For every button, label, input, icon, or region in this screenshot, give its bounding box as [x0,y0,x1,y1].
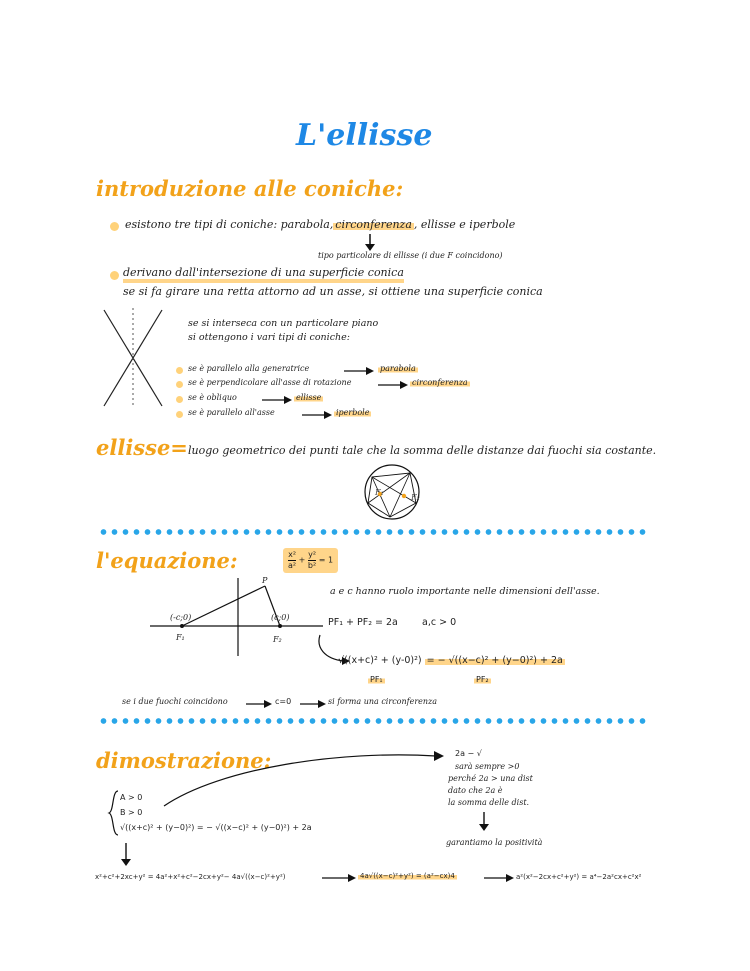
demo-note-3: dato che 2a è [448,786,503,795]
case-left: se è obliquo [188,393,237,402]
left-focus-coord: (-c;0) [170,613,192,622]
arrow-right-icon [262,395,292,405]
pf2-label: PF₂ [476,675,489,684]
demo-note-1: sarà sempre >0 [455,762,520,771]
arrow-down-icon [364,234,376,252]
pf1-label: PF₁ [370,675,383,684]
system-line-1: A > 0 [120,793,143,802]
intersection-line-1: se si interseca con un particolare piano [188,318,379,329]
bullet-dot [110,222,119,231]
arrow-down-icon [120,843,132,867]
ellisse-definition-term: ellisse= [96,435,188,460]
dotted-divider [98,717,648,725]
coincide-b: c=0 [275,697,292,706]
equation-note: a e c hanno ruolo importante nelle dimensioni dell'asse. [330,586,600,597]
arrow-down-icon [478,812,490,832]
intro-bullet-2: derivano dall'intersezione di una superficie conica [123,266,404,279]
case-left: se è perpendicolare all'asse di rotazione [188,378,352,387]
coincide-c: si forma una circonferenza [328,697,438,706]
bullet-dot [176,396,183,403]
cone-sketch [100,308,170,408]
f1-axis-label: F₁ [176,633,185,642]
page-title: L'ellisse [296,118,433,153]
demo-guarantee: garantiamo la positività [446,838,543,847]
positivity-condition: a,c > 0 [422,617,457,628]
case-right: ellisse [296,393,322,402]
demo-top-expr: 2a − √ [455,749,482,758]
arrow-right-icon [302,410,332,420]
curved-arrow-icon [160,748,450,808]
point-p-label: P [262,576,268,585]
intro-bullet-1: esistono tre tipi di coniche: parabola, circonferenza , ellisse e iperbole [125,218,516,231]
f2-axis-label: F₂ [273,635,282,644]
focal-sum: PF₁ + PF₂ = 2a [328,617,398,628]
ellipse-formula: $\frac{\text{x²}}{\text{a²}}$ + $\frac{\text{y²}}{\text{b²}}$ = 1 [283,548,338,573]
intro-bullet-2-detail: se si fa girare una retta attorno ad un asse, si ottiene una superficie conica [123,285,543,298]
system-line-2: B > 0 [120,808,143,817]
intro-heading: introduzione alle coniche: [96,176,404,201]
arrow-right-icon [246,699,272,709]
bullet-dot [110,271,119,280]
final-equation-a: x²+c²+2xc+y² = 4a²+x²+c²−2cx+y²− 4a√((x−c)²+y²) [95,873,286,881]
case-right: circonferenza [412,378,468,387]
circonferenza-note: tipo particolare di ellisse (i due F coincidono) [318,251,503,260]
demo-note-4: la somma delle dist. [448,798,530,807]
coincide-a: se i due fuochi coincidono [122,697,228,706]
final-equation-c: a²(x²−2cx+c²+y²) = a⁴−2a²cx+c²x² [516,873,642,881]
demo-heading: dimostrazione: [96,748,272,773]
arrow-right-icon [344,366,374,376]
arrow-right-icon [378,380,408,390]
case-right: iperbole [336,408,370,417]
arrow-right-icon [322,873,356,883]
right-focus-coord: (c;0) [271,613,290,622]
arrow-right-icon [300,699,326,709]
ellisse-definition-text: luogo geometrico dei punti tale che la somma delle distanze dai fuochi sia costante. [188,444,657,457]
distance-expression: √((x+c)² + (y-0)²) = − √((x−c)² + (y−0)²) + 2a [338,655,563,666]
focus-f2-label: F₂ [411,493,420,502]
bullet-dot [176,411,183,418]
bullet-dot [176,367,183,374]
demo-note-2: perché 2a > una dist [448,774,533,783]
final-equation-b: 4a√((x−c)²+y²) = (a²−cx)4 [360,872,455,880]
equation-heading: l'equazione: [96,548,238,573]
case-left: se è parallelo alla generatrice [188,364,310,373]
focus-f1-label: F₁ [375,488,384,497]
system-line-3: √((x+c)² + (y−0)²) = − √((x−c)² + (y−0)²) + 2a [120,823,312,832]
case-right: parabola [380,364,416,373]
dotted-divider [98,528,648,536]
system-brace [108,789,120,837]
case-left: se è parallelo all'asse [188,408,275,417]
bullet-dot [176,381,183,388]
highlight-circonferenza: circonferenza [335,218,412,231]
intersection-line-2: si ottengono i vari tipi di coniche: [188,332,350,343]
arrow-right-icon [484,873,514,883]
